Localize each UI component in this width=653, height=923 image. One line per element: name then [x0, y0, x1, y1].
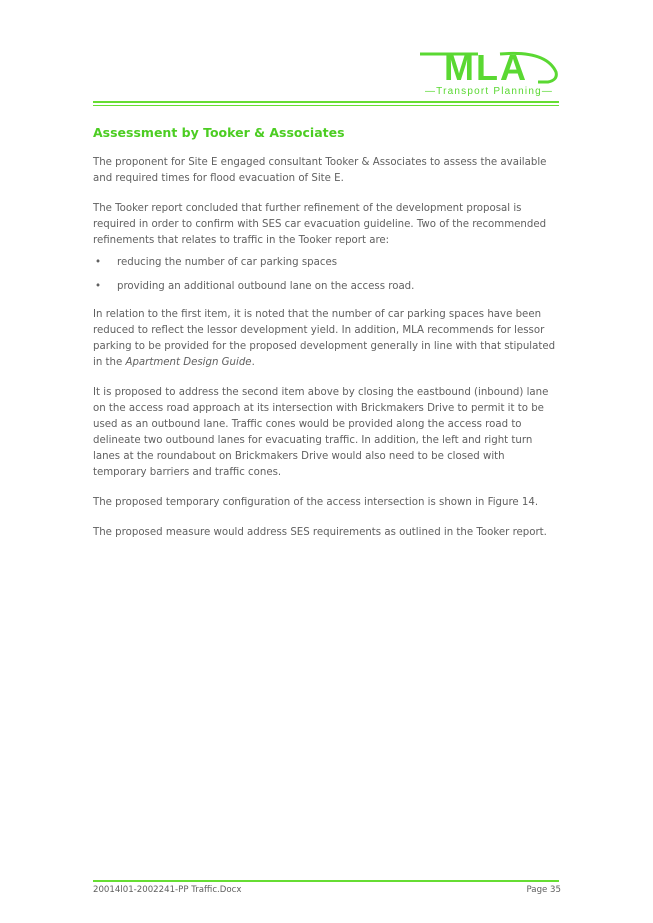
footer-rule: [93, 880, 559, 882]
refinement-list: [93, 255, 561, 295]
list-item-text: providing an additional outbound lane on the access road.: [117, 281, 415, 292]
paragraph-6: The proposed measure would address SES requirements as outlined in the Tooker report.: [93, 527, 547, 538]
list-item: [93, 255, 561, 271]
footer-doc-reference: 20014l01-2002241-PP Traffic.Docx: [93, 885, 242, 895]
apartment-design-guide-reference: Apartment Design Guide: [125, 357, 252, 368]
logo-lettermark: MLA: [444, 47, 528, 88]
body-content: [93, 155, 561, 555]
paragraph-4: It is proposed to address the second item above by closing the eastbound (inbound) lane on the access road approach at its intersection with Brickmakers Drive to permit it to be used as an outbound lane. Traffic cones would be provided along the access road to delineate two outbound lanes for evacuating traffic. In addition, the left and right turn lanes at the roundabout on Brickmakers Drive would also need to be closed with temporary barriers and traffic cones.: [93, 387, 549, 478]
footer-page-number: Page 35: [526, 885, 561, 895]
list-item-text: reducing the number of car parking spaces: [117, 257, 338, 268]
bullet-marker: •: [95, 257, 102, 268]
header-rule: [93, 101, 559, 103]
paragraph-3: [93, 307, 561, 371]
paragraph-1: The proponent for Site E engaged consultant Tooker & Associates to assess the available and required times for flood evacuation of Site E.: [93, 157, 547, 184]
header-rule-thin: [93, 105, 559, 106]
list-item: [93, 279, 561, 295]
logo-subtitle: —Transport Planning—: [424, 86, 554, 97]
paragraph-3-end: .: [251, 357, 255, 368]
section-heading: Assessment by Tooker & Associates: [93, 125, 345, 140]
bullet-marker: •: [95, 281, 102, 292]
paragraph-2: The Tooker report concluded that further refinement of the development proposal is required in order to confirm with SES car evacuation guideline. Two of the recommended refinements that relates to traffic in the Tooker report are:: [93, 203, 547, 246]
paragraph-5: The proposed temporary configuration of the access intersection is shown in Figure 14.: [93, 497, 539, 508]
paragraph-3-text: In relation to the first item, it is noted that the number of car parking spaces have been reduced to reflect the lessor development yield. In addition, MLA recommends for lessor parking to be provided for the proposed development generally in line with that stipulated in the: [93, 309, 556, 368]
